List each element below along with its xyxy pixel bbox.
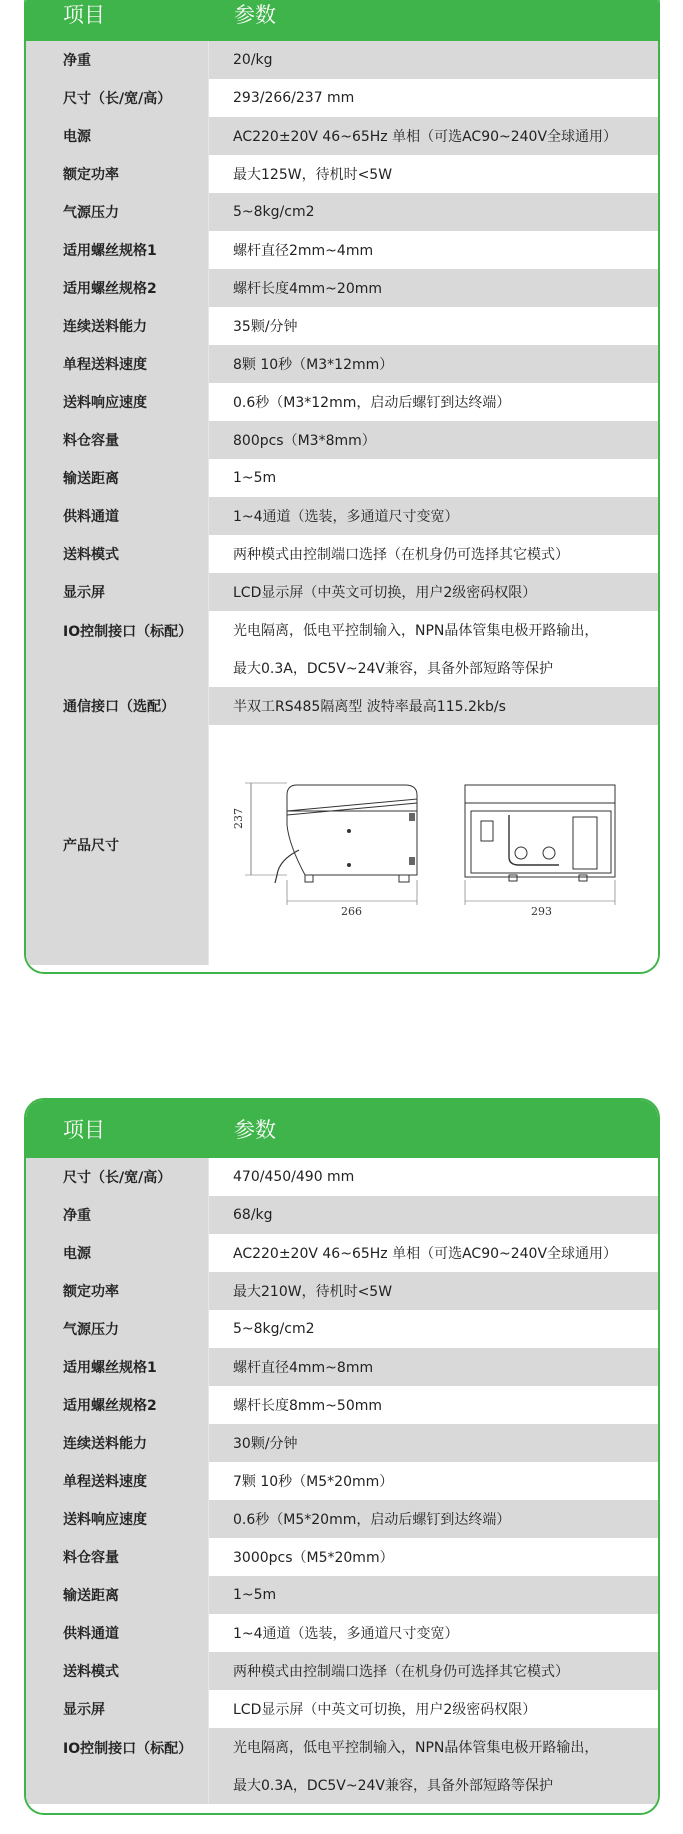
table-row [26, 155, 658, 193]
row-value [209, 611, 658, 687]
row-value: 7颗 10秒（M5*20mm） [233, 1474, 394, 1490]
row-key: 净重 [26, 41, 209, 79]
row-key: IO控制接口（标配） [26, 1728, 209, 1804]
row-value: 3000pcs（M5*20mm） [233, 1550, 394, 1566]
table-row [26, 1652, 658, 1690]
row-value-line-1: 光电隔离，低电平控制输入，NPN晶体管集电极开路输出， [233, 1740, 599, 1756]
table-row [26, 421, 658, 459]
row-value: 35颗/分钟 [233, 319, 298, 335]
row-key: 连续送料能力 [26, 1424, 209, 1462]
row-value: 8颗 10秒（M3*12mm） [233, 357, 394, 373]
row-key: 尺寸（长/宽/高） [26, 1158, 209, 1196]
row-value: 800pcs（M3*8mm） [233, 433, 376, 449]
row-key: 产品尺寸 [26, 725, 209, 965]
height-dim-label: 237 [232, 808, 245, 829]
side-width-dim-label: 266 [341, 905, 362, 918]
hopper-lid [287, 785, 417, 811]
table-row [26, 383, 658, 421]
table-row [26, 1272, 658, 1310]
row-value: 30颗/分钟 [233, 1436, 298, 1452]
table-row [26, 79, 658, 117]
table-row [26, 687, 658, 725]
table-row [26, 1424, 658, 1462]
spec-table-1 [24, 0, 660, 974]
table-row [26, 611, 658, 687]
row-value: 1~5m [233, 1587, 277, 1603]
row-key: 单程送料速度 [26, 1462, 209, 1500]
table-row [26, 535, 658, 573]
table-row [26, 1500, 658, 1538]
row-value: 最大210W，待机时<5W [233, 1284, 393, 1300]
row-key: 适用螺丝规格1 [26, 231, 209, 269]
dimension-diagram [209, 725, 660, 965]
row-value-line-2: 最大0.3A，DC5V~24V兼容，具备外部短路等保护 [233, 1778, 554, 1794]
row-key: 供料通道 [26, 1614, 209, 1652]
front-width-dim-label: 293 [531, 905, 552, 918]
table-row [26, 1690, 658, 1728]
row-value: 470/450/490 mm [233, 1169, 355, 1185]
row-value: AC220±20V 46~65Hz 单相（可选AC90~240V全球通用） [233, 129, 618, 145]
row-value: LCD显示屏（中英文可切换，用户2级密码权限） [233, 1702, 537, 1718]
row-value: 螺杆直径2mm~4mm [233, 243, 374, 259]
table-row [26, 1728, 658, 1804]
table-row [26, 1234, 658, 1272]
row-key: 输送距离 [26, 459, 209, 497]
row-key: 送料模式 [26, 1652, 209, 1690]
row-key: 适用螺丝规格1 [26, 1348, 209, 1386]
row-key: 料仓容量 [26, 421, 209, 459]
row-key: 适用螺丝规格2 [26, 269, 209, 307]
table-row [26, 269, 658, 307]
row-key: 显示屏 [26, 573, 209, 611]
row-value: 5~8kg/cm2 [233, 1321, 315, 1337]
row-key: 送料模式 [26, 535, 209, 573]
row-key: 送料响应速度 [26, 383, 209, 421]
table-row [26, 1158, 658, 1196]
table-row [26, 231, 658, 269]
row-value: 螺杆长度4mm~20mm [233, 281, 383, 297]
row-key: 尺寸（长/宽/高） [26, 79, 209, 117]
row-value: 20/kg [233, 52, 273, 68]
row-value [209, 1728, 658, 1804]
row-value: 最大125W，待机时<5W [233, 167, 393, 183]
table-row [26, 345, 658, 383]
row-value: 0.6秒（M5*20mm，启动后螺钉到达终端） [233, 1512, 511, 1528]
row-key: IO控制接口（标配） [26, 611, 209, 687]
row-key: 送料响应速度 [26, 1500, 209, 1538]
row-key: 连续送料能力 [26, 307, 209, 345]
row-key: 电源 [26, 1234, 209, 1272]
header-key: 项目 [63, 3, 105, 27]
pneumatic-valve [573, 817, 597, 869]
row-value-line-2: 最大0.3A，DC5V~24V兼容，具备外部短路等保护 [233, 661, 554, 677]
row-value: 1~4通道（选装，多通道尺寸变宽） [233, 1626, 459, 1642]
table-row [26, 725, 658, 965]
table-row [26, 307, 658, 345]
row-key: 额定功率 [26, 155, 209, 193]
table-header [26, 1100, 658, 1158]
header-value: 参数 [234, 3, 276, 27]
row-value: 0.6秒（M3*12mm，启动后螺钉到达终端） [233, 395, 511, 411]
table-row [26, 497, 658, 535]
table-row [26, 41, 658, 79]
row-value: 螺杆直径4mm~8mm [233, 1360, 374, 1376]
product-dimension-drawing [209, 725, 660, 965]
table-row [26, 1538, 658, 1576]
row-value: 两种模式由控制端口选择（在机身仍可选择其它模式） [233, 547, 569, 563]
table-row [26, 1196, 658, 1234]
table-row [26, 1576, 658, 1614]
table-row [26, 117, 658, 155]
row-value: 两种模式由控制端口选择（在机身仍可选择其它模式） [233, 1664, 569, 1680]
machine-body-side [287, 799, 417, 875]
row-value: 68/kg [233, 1207, 273, 1223]
table-row [26, 1348, 658, 1386]
spec-table-2 [24, 1098, 660, 1815]
table-row [26, 459, 658, 497]
row-key: 供料通道 [26, 497, 209, 535]
row-key: 额定功率 [26, 1272, 209, 1310]
row-key: 料仓容量 [26, 1538, 209, 1576]
table-row [26, 1386, 658, 1424]
header-key: 项目 [63, 1118, 105, 1142]
table-row [26, 193, 658, 231]
row-key: 气源压力 [26, 1310, 209, 1348]
row-key: 适用螺丝规格2 [26, 1386, 209, 1424]
header-value: 参数 [234, 1118, 276, 1142]
row-value: 1~4通道（选装，多通道尺寸变宽） [233, 509, 459, 525]
row-value: 5~8kg/cm2 [233, 204, 315, 220]
row-value: 螺杆长度8mm~50mm [233, 1398, 383, 1414]
row-value: AC220±20V 46~65Hz 单相（可选AC90~240V全球通用） [233, 1246, 618, 1262]
row-key: 单程送料速度 [26, 345, 209, 383]
table-row [26, 1614, 658, 1652]
machine-body-front [465, 785, 615, 877]
table-header [26, 0, 658, 41]
row-value: LCD显示屏（中英文可切换，用户2级密码权限） [233, 585, 537, 601]
table-row [26, 573, 658, 611]
row-key: 输送距离 [26, 1576, 209, 1614]
row-value: 半双工RS485隔离型 波特率最高115.2kb/s [233, 699, 506, 715]
row-key: 显示屏 [26, 1690, 209, 1728]
table-row [26, 1462, 658, 1500]
row-key: 通信接口（选配） [26, 687, 209, 725]
row-value-line-1: 光电隔离，低电平控制输入，NPN晶体管集电极开路输出， [233, 623, 599, 639]
row-value: 1~5m [233, 470, 277, 486]
row-key: 气源压力 [26, 193, 209, 231]
row-key: 净重 [26, 1196, 209, 1234]
row-key: 电源 [26, 117, 209, 155]
row-value: 293/266/237 mm [233, 90, 355, 106]
table-row [26, 1310, 658, 1348]
